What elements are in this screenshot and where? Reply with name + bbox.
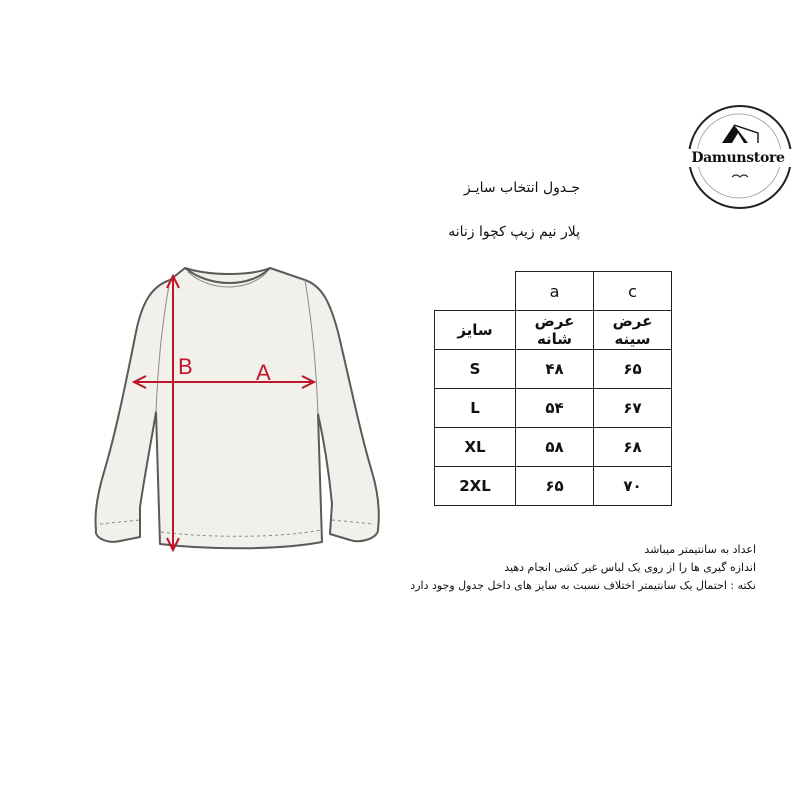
- shoulder-cell: ۵۴: [516, 389, 594, 428]
- size-cell: L: [435, 389, 516, 428]
- sweater-outline: [95, 268, 378, 548]
- col-letter-a: a: [516, 272, 594, 311]
- column-letter-row: [435, 272, 672, 311]
- width-label: A: [256, 360, 271, 385]
- table-header-row: [435, 311, 672, 350]
- table-row: [435, 350, 672, 389]
- chest-cell: ۷۰: [594, 467, 672, 506]
- brand-logo: [688, 105, 792, 209]
- note-units: اعداد به سانتیمتر میباشد: [644, 543, 756, 556]
- shoulder-cell: ۴۸: [516, 350, 594, 389]
- chest-cell: ۶۸: [594, 428, 672, 467]
- sweater-diagram: [60, 262, 400, 562]
- shoulder-cell: ۵۸: [516, 428, 594, 467]
- size-cell: S: [435, 350, 516, 389]
- logo-name: Damunstore: [682, 149, 794, 167]
- page-title: جـدول انتخاب سایـز: [463, 180, 580, 196]
- note-measure: اندازه گیری ها را از روی یک لباس غیر کشی انجام دهید: [504, 561, 756, 574]
- col-letter-c: c: [594, 272, 672, 311]
- table-row: [435, 389, 672, 428]
- product-name: پلار نیم زیپ کچوا زنانه: [448, 224, 580, 240]
- header-shoulder-width: عرض شانه: [516, 311, 594, 350]
- length-label: B: [178, 354, 193, 379]
- size-cell: 2XL: [435, 467, 516, 506]
- shoulder-cell: ۶۵: [516, 467, 594, 506]
- chest-cell: ۶۷: [594, 389, 672, 428]
- header-chest-width: عرض سینه: [594, 311, 672, 350]
- measurement-notes: [356, 541, 756, 595]
- header-size: سایز: [435, 311, 516, 350]
- size-cell: XL: [435, 428, 516, 467]
- note-tolerance: نکته : احتمال یک سانتیمتر اختلاف نسبت به سایز های داخل جدول وجود دارد: [410, 579, 756, 592]
- table-row: [435, 428, 672, 467]
- blank-corner-cell: [435, 272, 516, 311]
- size-table: [434, 271, 672, 506]
- chest-cell: ۶۵: [594, 350, 672, 389]
- table-row: [435, 467, 672, 506]
